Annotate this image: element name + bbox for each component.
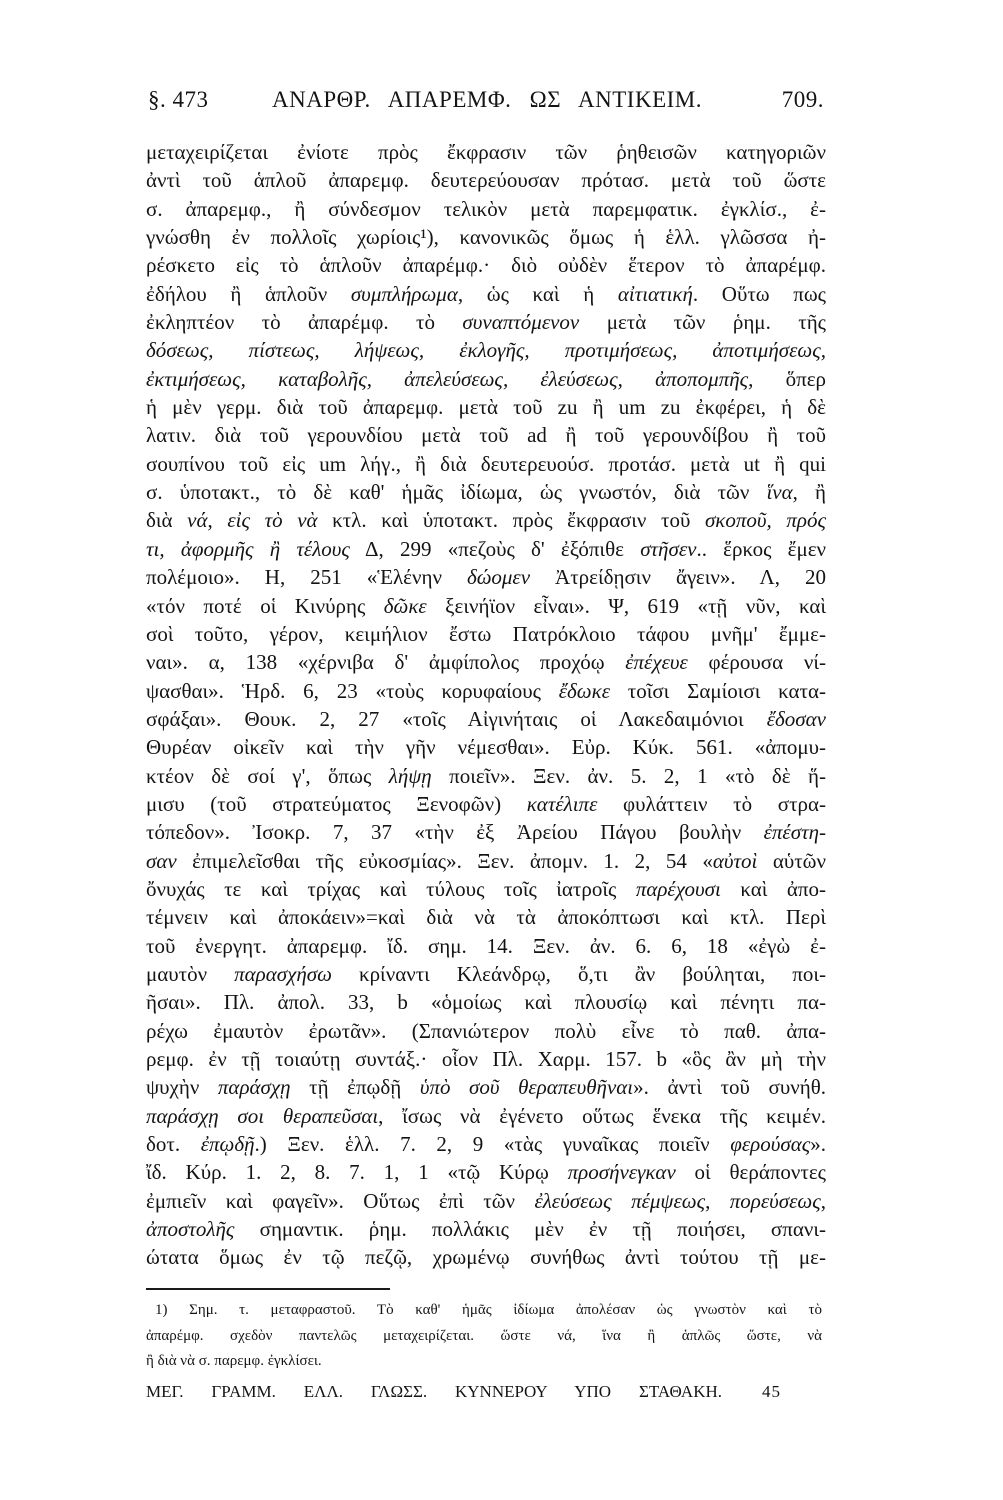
running-title: ΑΝΑΡΘΡ. ΑΠΑΡΕΜΦ. ΩΣ ΑΝΤΙΚΕΙΜ. xyxy=(272,87,702,112)
text-run: ἴδ. Κύρ. 1. 2, 8. 7. 1, 1 «τῷ Κύρῳ xyxy=(146,1160,568,1185)
text-run: «τόν ποτέ οἱ Κινύρης xyxy=(146,593,384,618)
text-run: , ἢ xyxy=(792,480,826,505)
italic-text-run: φερούσας xyxy=(730,1132,811,1157)
italic-text-run: ὑπὸ σοῦ θεραπευθῆναι xyxy=(419,1075,634,1100)
text-run: φυλάττειν τὸ στρα- xyxy=(597,791,827,816)
text-run: ἡ μὲν γερμ. διὰ τοῦ ἀπαρεμφ. μετὰ τοῦ zu ἢ um zu ἐκφέρει, ἡ δὲ xyxy=(146,395,826,420)
body-line xyxy=(146,1130,826,1158)
body-line xyxy=(146,393,826,421)
italic-text-run: παρέχουσι xyxy=(635,876,721,901)
italic-text-run: συμπλήρωμα xyxy=(350,281,458,306)
italic-text-run: παράσχῃ σοι θεραπεῦσαι xyxy=(146,1103,379,1128)
text-run: , ἴσως νὰ ἐγένετο οὕτως ἕνεκα τῆς κειμέν. xyxy=(378,1103,826,1128)
text-run: ἀντὶ τοῦ ἁπλοῦ ἀπαρεμφ. δευτερεύουσαν πρότασ. μετὰ τοῦ ὥστε xyxy=(146,168,826,193)
italic-text-run: τι, ἀφορμῆς ἢ τέλους xyxy=(146,536,350,561)
body-line xyxy=(146,818,826,846)
body-line xyxy=(146,166,826,194)
text-run: κρίναντι Κλεάνδρῳ, ὅ,τι ἂν βούληται, ποι- xyxy=(331,961,827,986)
text-run: φέρουσα νί- xyxy=(687,650,826,675)
body-line xyxy=(146,450,826,478)
body-line xyxy=(146,308,826,336)
body-line xyxy=(146,138,826,166)
text-run: μαυτὸν xyxy=(146,961,235,986)
text-run: ἐκληπτέον τὸ ἀπαρέμφ. τὸ xyxy=(146,310,463,335)
footnote xyxy=(146,1298,822,1375)
text-run: κτλ. καὶ ὑποτακτ. πρὸς ἔκφρασιν τοῦ xyxy=(317,508,705,533)
text-run: .. ἕρκος ἔμεν xyxy=(696,536,827,561)
text-run: , xyxy=(705,1188,730,1213)
body-line xyxy=(146,1187,826,1215)
italic-text-run: στῆσεν xyxy=(640,536,697,561)
footnote-line: ἢ διὰ νὰ σ. παρεμφ. ἐγκλίσει. xyxy=(146,1353,322,1369)
text-run: ναι». α, 138 «χέρνιβα δ' ἀμφίπολος προχόῳ xyxy=(146,650,626,675)
body-line xyxy=(146,1017,826,1045)
text-run: ὄνυχάς τε καὶ τρίχας καὶ τύλους τοῖς ἰατροῖς xyxy=(146,876,636,901)
body-line xyxy=(146,535,826,563)
body-line xyxy=(146,478,826,506)
body-line xyxy=(146,421,826,449)
text-run: , ὡς καὶ ἡ xyxy=(457,281,618,306)
italic-text-run: σαν xyxy=(146,848,177,873)
body-line xyxy=(146,1158,826,1186)
page-number: 709. xyxy=(781,87,824,112)
body-line xyxy=(146,592,826,620)
italic-text-run: δώομεν xyxy=(466,565,531,590)
text-run: ». xyxy=(810,1132,826,1157)
italic-text-run: σκοποῦ, πρός xyxy=(704,508,827,533)
footnote-line: ἀπαρέμφ. σχεδὸν παντελῶς μεταχειρίζεται. ὥστε νά, ἵνα ἢ ἁπλῶς ὥστε, νὰ xyxy=(146,1327,822,1344)
text-run: ὅπερ xyxy=(753,366,826,391)
body-line xyxy=(146,875,826,903)
body-line xyxy=(146,620,826,648)
text-run: Ἀτρείδῃσιν ἄγειν». Λ, 20 xyxy=(530,565,826,590)
text-run: σοὶ τοῦτο, γέρον, κειμήλιον ἔστω Πατρόκλοιο τάφου μνῆμ' ἔμμε- xyxy=(146,621,826,646)
body-line xyxy=(146,506,826,534)
body-line xyxy=(146,251,826,279)
italic-text-run: νά xyxy=(187,508,208,533)
body-line xyxy=(146,733,826,761)
text-run: μετὰ τῶν ῥημ. τῆς xyxy=(579,310,826,335)
body-line xyxy=(146,1045,826,1073)
body-line xyxy=(146,847,826,875)
text-run: λατιν. διὰ τοῦ γερουνδίου μετὰ τοῦ ad ἢ τοῦ γερουνδίβου ἢ τοῦ xyxy=(146,423,826,448)
text-run: ποιεῖν». Ξεν. ἀν. 5. 2, 1 «τὸ δὲ ἥ- xyxy=(431,763,826,788)
text-run: Δ, 299 «πεζοὺς δ' ἐξόπιθε xyxy=(349,536,641,561)
italic-text-run: παράσχῃ xyxy=(217,1075,291,1100)
text-run: ῆσαι». Πλ. ἀπολ. 33, b «ὁμοίως καὶ πλουσίῳ καὶ πένητι πα- xyxy=(146,990,826,1015)
body-line xyxy=(146,563,826,591)
italic-text-run: ἐλεύσεως πέμψεως xyxy=(534,1188,706,1213)
body-line xyxy=(146,903,826,931)
body-line xyxy=(146,648,826,676)
body-line xyxy=(146,762,826,790)
text-run: τόπεδον». Ἰσοκρ. 7, 37 «τὴν ἐξ Ἀρείου Πάγου βουλὴν xyxy=(146,820,764,845)
italic-text-run: συναπτόμενον xyxy=(462,310,580,335)
italic-text-run: δόσεως, πίστεως, λήψεως, ἐκλογῆς, προτιμήσεως, ἀποτιμήσεως, xyxy=(146,338,826,363)
text-run: σ. ὑποτακτ., τὸ δὲ καθ' ἡμᾶς ἰδίωμα, ὡς γνωστόν, διὰ τῶν xyxy=(146,480,767,505)
italic-text-run: ἐπέστη- xyxy=(763,820,826,845)
body-line xyxy=(146,195,826,223)
italic-text-run: ἔδοσαν xyxy=(766,706,826,731)
text-run: ρεμφ. ἐν τῇ τοιαύτῃ συντάξ.· οἷον Πλ. Χαρμ. 157. b «ὃς ἂν μὴ τὴν xyxy=(146,1047,826,1071)
text-run: ρέσκετο εἰς τὸ ἁπλοῦν ἀπαρέμφ.· διὸ οὐδὲν ἕτερον τὸ ἀπαρέμφ. xyxy=(146,253,826,278)
body-line xyxy=(146,932,826,960)
text-run: μισυ (τοῦ στρατεύματος Ξενοφῶν) xyxy=(146,791,527,816)
body-line xyxy=(146,1073,826,1101)
italic-text-run: ἐκτιμήσεως, καταβολῆς, ἀπελεύσεως, ἐλεύσεως, ἀποπομπῆς, xyxy=(146,366,754,391)
text-run: τῇ ἐπῳδῇ xyxy=(290,1075,420,1100)
text-run: σημαντικ. ῥημ. πολλάκις μὲν ἐν τῇ ποιήσει, σπανι- xyxy=(234,1217,826,1242)
text-run: πολέμοιο». Η, 251 «Ἑλένην xyxy=(146,565,467,590)
text-run: αὑτῶν xyxy=(757,848,826,873)
italic-text-run: κατέλιπε xyxy=(526,791,598,816)
italic-text-run: λήψῃ xyxy=(388,763,432,788)
text-run: καὶ ἀπο- xyxy=(720,876,826,901)
italic-text-run: δῶκε xyxy=(383,593,427,618)
body-line xyxy=(146,1102,826,1130)
text-run: δοτ. xyxy=(146,1132,201,1157)
italic-text-run: ἐπέχευε xyxy=(625,650,688,675)
italic-text-run: ἔδωκε xyxy=(558,678,610,703)
text-run: σουπίνου τοῦ εἰς um λήγ., ἢ διὰ δευτερευούσ. προτάσ. μετὰ ut ἢ qui xyxy=(146,451,826,476)
body-line xyxy=(146,336,826,364)
italic-text-run: παρασχήσω xyxy=(234,961,332,986)
body-line xyxy=(146,365,826,393)
text-run: , xyxy=(207,508,228,533)
sheet-number: 45 xyxy=(762,1382,781,1401)
italic-text-run: πορεύσεως xyxy=(729,1188,821,1213)
body-line xyxy=(146,1243,826,1271)
text-run: μεταχειρίζεται ἐνίοτε πρὸς ἔκφρασιν τῶν ῥηθεισῶν κατηγοριῶν xyxy=(146,140,826,164)
section-number: §. 473 xyxy=(148,87,209,112)
text-run: τέμνειν καὶ ἀποκάειν»=καὶ διὰ νὰ τὰ ἀποκόπτωσι καὶ κτλ. Περὶ xyxy=(146,905,826,930)
italic-text-run: προσήνεγκαν xyxy=(567,1160,676,1185)
footnote-rule xyxy=(146,1288,390,1290)
body-line xyxy=(146,790,826,818)
text-run: ἐπιμελεῖσθαι τῆς εὐκοσμίας». Ξεν. ἀπομν. 1. 2, 54 « xyxy=(176,848,713,873)
text-run: ψυχὴν xyxy=(146,1075,218,1100)
text-run: .) Ξεν. ἑλλ. 7. 2, 9 «τὰς γυναῖκας ποιεῖν xyxy=(254,1132,731,1157)
text-run: ἐμπιεῖν καὶ φαγεῖν». Οὕτως ἐπὶ τῶν xyxy=(146,1188,535,1213)
text-run: Θυρέαν οἰκεῖν καὶ τὴν γῆν νέμεσθαι». Εὐρ. Κύκ. 561. «ἀπομυ- xyxy=(146,735,826,760)
italic-text-run: ἐπῳδῇ xyxy=(200,1132,255,1157)
italic-text-run: ἵνα xyxy=(766,480,793,505)
body-line xyxy=(146,960,826,988)
text-run: οἱ θεράποντες xyxy=(675,1160,826,1185)
text-run: γνώσθη ἐν πολλοῖς χωρίοις¹), κανονικῶς ὅμως ἡ ἑλλ. γλῶσσα ἠ- xyxy=(146,225,826,250)
body-line xyxy=(146,677,826,705)
italic-text-run: εἰς τὸ νὰ xyxy=(227,508,318,533)
text-run: , xyxy=(820,1188,827,1213)
body-text xyxy=(146,138,826,1272)
text-run: ώτατα ὅμως ἐν τῷ πεζῷ, χρωμένῳ συνήθως ἀντὶ τούτου τῇ με- xyxy=(146,1245,826,1270)
text-run: τοῦ ἐνεργητ. ἀπαρεμφ. ἴδ. σημ. 14. Ξεν. ἀν. 6. 6, 18 «ἐγὼ ἐ- xyxy=(146,933,826,958)
italic-text-run: αὐτοὶ xyxy=(712,848,758,873)
footnote-line: 1) Σημ. τ. μεταφραστοῦ. Τὸ καθ' ἡμᾶς ἰδίωμα ἀπολέσαν ὡς γνωστὸν καὶ τὸ xyxy=(155,1302,822,1318)
signature-line: ΜΕΓ. ΓΡΑΜΜ. ΕΛΛ. ΓΛΩΣΣ. ΚΥΝΝΕΡΟΥ ΥΠΟ ΣΤΑΘΑΚΗ. xyxy=(146,1382,722,1401)
text-run: . Οὕτω πως xyxy=(692,281,826,306)
text-run: κτέον δὲ σοί γ', ὅπως xyxy=(146,763,389,788)
body-line xyxy=(146,223,826,251)
italic-text-run: ἀποστολῆς xyxy=(146,1217,235,1242)
text-run: ψασθαι». Ἡρδ. 6, 23 «τοὺς κορυφαίους xyxy=(146,678,559,703)
body-line xyxy=(146,705,826,733)
italic-text-run: αἰτιατική xyxy=(617,281,693,306)
text-run: σφάξαι». Θουκ. 2, 27 «τοῖς Αἰγινήταις οἱ Λακεδαιμόνιοι xyxy=(146,706,767,731)
text-run: ἐδήλου ἢ ἁπλοῦν xyxy=(146,281,351,306)
text-run: ». ἀντὶ τοῦ συνήθ. xyxy=(633,1075,826,1100)
text-run: τοῖσι Σαμίοισι κατα- xyxy=(609,678,826,703)
text-run: σ. ἀπαρεμφ., ἢ σύνδεσμον τελικὸν μετὰ παρεμφατικ. ἐγκλίσ., ἐ- xyxy=(146,196,826,221)
body-line xyxy=(146,1215,826,1243)
text-run: διὰ xyxy=(146,508,188,533)
body-line xyxy=(146,280,826,308)
body-line xyxy=(146,988,826,1016)
text-run: ρέχω ἐμαυτὸν ἐρωτᾶν». (Σπανιώτερον πολὺ εἶνε τὸ παθ. ἀπα- xyxy=(146,1018,826,1043)
text-run: ξεινήϊον εἶναι». Ψ, 619 «τῇ νῦν, καὶ xyxy=(426,593,826,618)
